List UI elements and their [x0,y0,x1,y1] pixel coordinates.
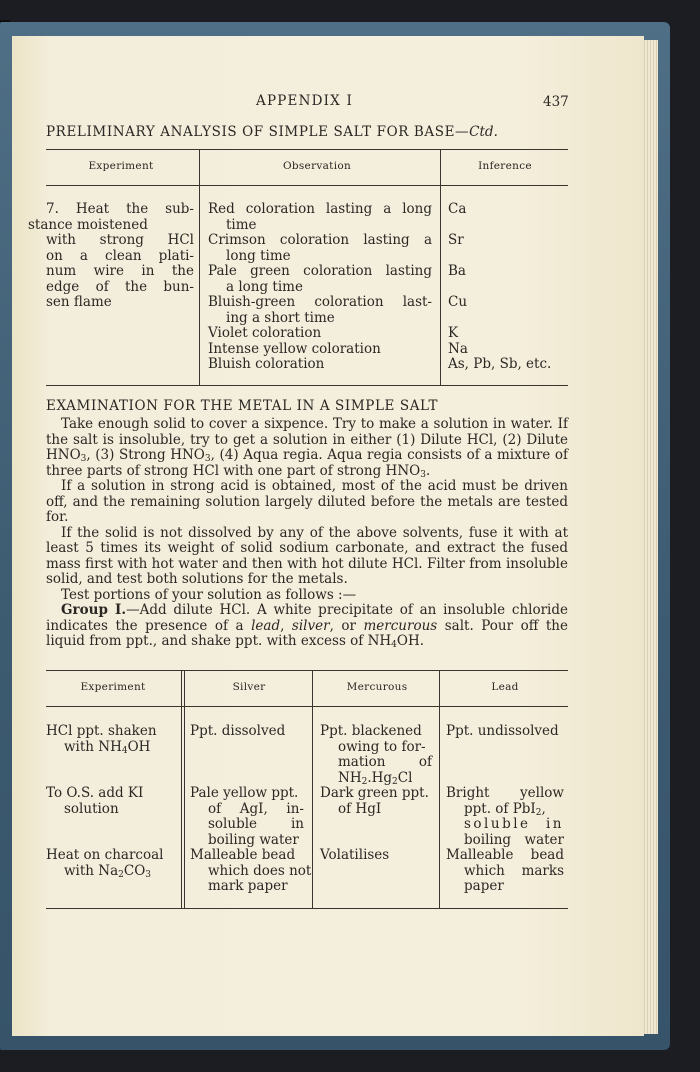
table2-header-silver: Silver [232,681,266,693]
table1-observation: Crimson coloration lasting a [208,232,432,248]
table1-col-divider-2 [440,149,441,385]
table2-experiment: solution [64,801,119,817]
table1-experiment-line: num wire in the [46,263,194,279]
table1-title-suffix: Ctd. [469,124,498,140]
table1-header-observation: Observation [282,160,352,172]
book-page [12,36,644,1036]
table2-lead: Ppt. undissolved [446,723,559,739]
page-number: 437 [543,94,569,110]
table1-observation: Intense yellow coloration [208,341,381,357]
table2-experiment: Heat on charcoal [46,847,164,863]
table2-header-experiment: Experiment [80,681,146,693]
table2-col-divider-2 [312,670,313,908]
table1-header-rule [46,185,568,186]
table2-header-mercurous: Mercurous [346,681,408,693]
table2-lead: which marks [464,863,564,879]
table2-mercurous: Volatilises [320,847,390,863]
table1-inference: Cu [448,294,468,310]
table2-header-lead: Lead [491,681,519,693]
table1-observation: ing a short time [226,310,335,326]
table1-top-rule [46,149,568,150]
table2-mercurous: owing to for- [338,739,426,755]
table2-lead: Bright yellow [446,785,564,801]
running-head: APPENDIX I [256,93,353,109]
table1-experiment-line: 7. Heat the sub- [46,201,194,217]
table2-experiment: with $Na_2CO_3$ [64,863,152,880]
table1-observation: a long time [226,279,303,295]
table2-silver: mark paper [208,878,288,894]
table2-top-rule [46,670,568,671]
table2-experiment: HCl ppt. shaken [46,723,157,739]
table1-inference: Ca [448,201,467,217]
table1-inference: Sr [448,232,464,248]
table2-silver: of AgI, in- [208,801,304,817]
table1-observation: long time [226,248,291,264]
table1-title: PRELIMINARY ANALYSIS OF SIMPLE SALT FOR BASE—Ctd. [46,124,498,140]
table1-experiment-line: on a clean plati- [46,248,194,264]
table1-inference: Na [448,341,468,357]
table2-mercurous: mation of [338,754,432,770]
table2-silver: which does not [208,863,312,879]
table2-experiment: To O.S. add KI [46,785,144,801]
examination-title: EXAMINATION FOR THE METAL IN A SIMPLE SALT [46,398,439,414]
table2-col-divider-1 [181,670,185,908]
table2-silver: boiling water [208,832,299,848]
group-one-label: Group I. [61,602,127,618]
table1-observation: Pale green coloration lasting [208,263,432,279]
table2-silver: Ppt. dissolved [190,723,286,739]
table2-bottom-rule [46,908,568,909]
table1-observation: time [226,217,257,233]
table1-observation: Red coloration lasting a long [208,201,432,217]
table2-lead: soluble in [464,816,564,832]
paragraph-fusion: If the solid is not dissolved by any of the above solvents, fuse it with at least 5 times its weight of solid sodium carbonate, and extract the fused mass first with hot water and then with hot dilute HCl. Filter from insoluble solid, and test both solutions for the metals. [46,524,568,587]
table2-mercurous: $NH_2.Hg_2Cl$ [338,770,413,787]
table2-mercurous: Ppt. blackened [320,723,422,739]
paragraph-solution: Take enough solid to cover a sixpence. Try to make a solution in water. If the salt is insoluble, try to get a solution in either (1) Dilute HCl, (2) Dilute $HNO_3$, (3) Strong $HNO_3$, (4) Aqua regia. Aqua regia consists of a mixture of three parts of strong HCl with one part of strong $HNO_3$. [46,416,568,480]
table2-experiment: with $NH_4OH$ [64,739,151,756]
table1-observation: Bluish-green coloration last- [208,294,432,310]
table1-observation: Violet coloration [208,325,322,341]
table1-col-divider-1 [199,149,200,385]
table1-header-experiment: Experiment [88,160,154,172]
page-edges [644,40,658,1034]
table1-bottom-rule [46,385,568,386]
table1-inference: K [448,325,459,341]
table1-observation: Bluish coloration [208,356,325,372]
table1-experiment-line: sen flame [46,294,112,310]
paragraph-group-one: Group I.—Add dilute HCl. A white precipitate of an insoluble chloride indicates the presence of a lead, silver, or mercurous salt. Pour off the liquid from ppt., and shake ppt. with excess of $NH_4OH$. [46,602,568,650]
paragraph-test-portions: Test portions of your solution as follows :— [61,586,357,603]
table2-lead: Malleable bead [446,847,564,863]
paragraph-strong-acid: If a solution in strong acid is obtained, most of the acid must be driven off, and the remaining solution largely diluted before the metals are tested for. [46,478,568,525]
table2-mercurous: of HgI [338,801,382,817]
table1-inference: Ba [448,263,466,279]
examination-body [46,417,568,650]
table2-mercurous: Dark green ppt. [320,785,429,801]
table1-header-inference: Inference [478,160,532,172]
table2-lead: ppt. of PbI$_2$, [464,801,546,818]
table1-experiment-line: stance moistened [28,217,148,233]
table1-inference: As, Pb, Sb, etc. [448,356,552,372]
table2-header-rule [46,706,568,707]
table2-silver: soluble in [208,816,304,832]
table1-experiment-line: with strong HCl [46,232,194,248]
table2-lead: paper [464,878,504,894]
table2-silver: Malleable bead [190,847,296,863]
table2-silver: Pale yellow ppt. [190,785,299,801]
table2-col-divider-3 [439,670,440,908]
table2-lead: boiling water [464,832,564,848]
table1-experiment-line: edge of the bun- [46,279,194,295]
